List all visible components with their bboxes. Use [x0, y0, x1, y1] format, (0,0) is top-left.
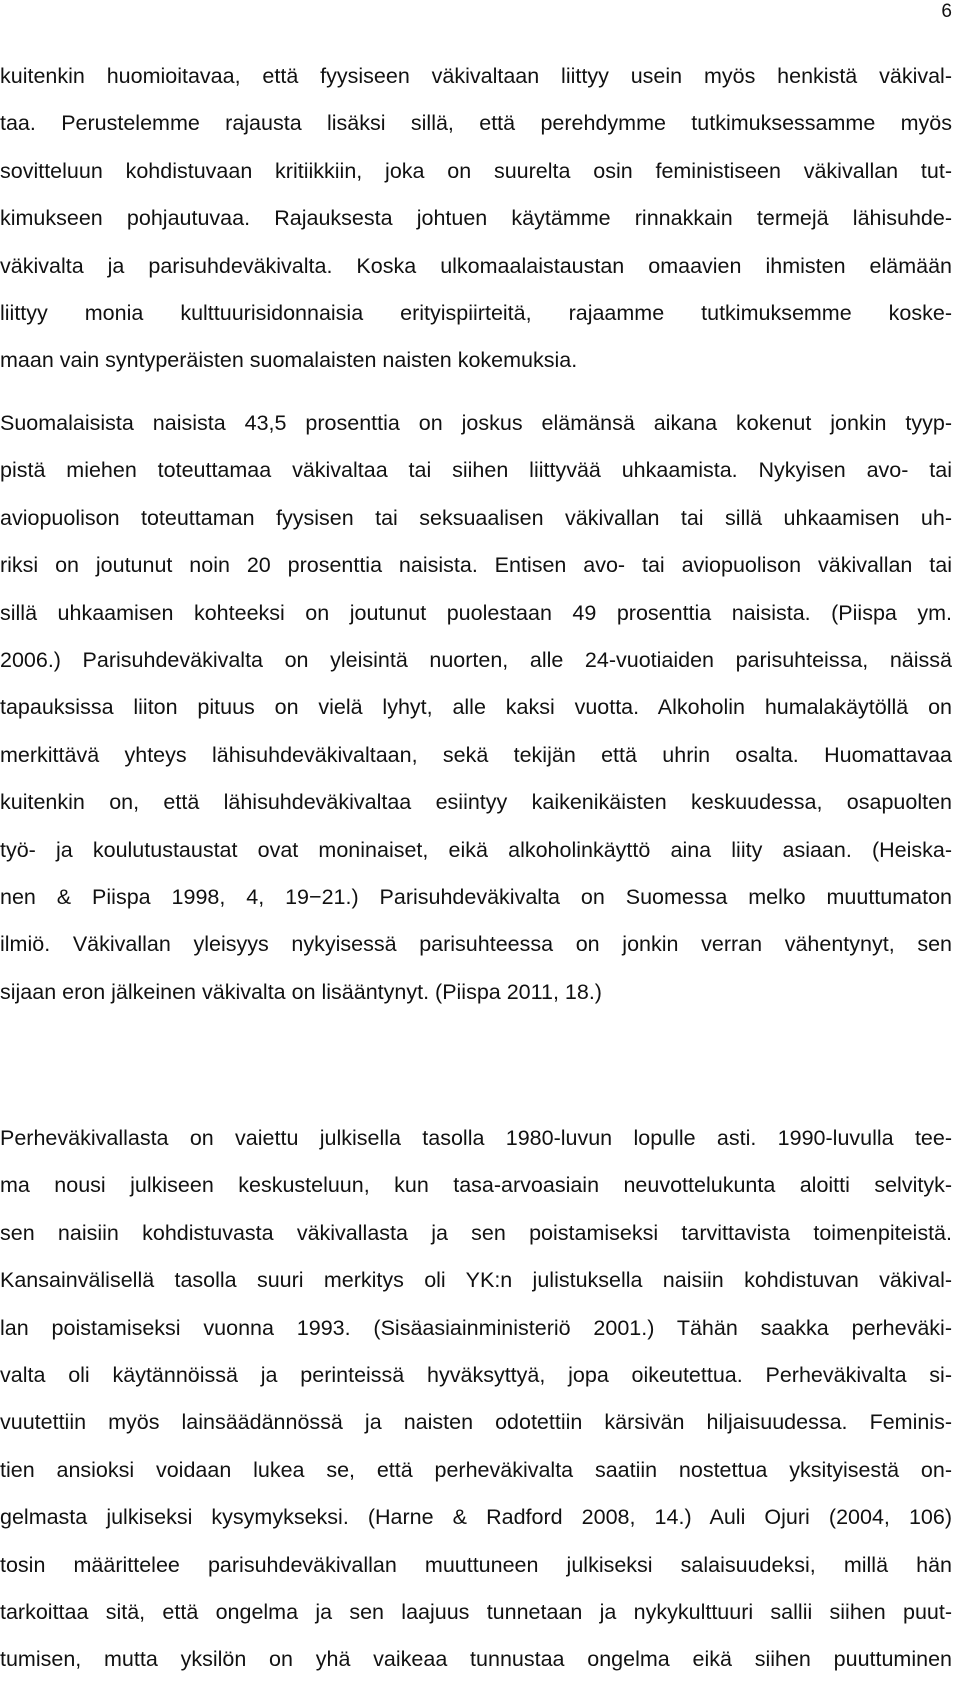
text-line: Perheväkivallasta on vaiettu julkisella tasolla 1980-luvun lopulle asti. 1990-luvulla tee- — [0, 1126, 952, 1150]
text-line: vuutettiin myös lainsäädännössä ja naisten odotettiin kärsivän hiljaisuudessa. Feminis- — [0, 1410, 952, 1435]
text-line: sen naisiin kohdistuvasta väkivallasta ja sen poistamiseksi tarvittavista toimenpiteistä. — [0, 1220, 952, 1245]
text-line: tien ansioksi voidaan lukea se, että perheväkivalta saatiin nostettua yksityisestä on- — [0, 1457, 952, 1482]
text-line: 2006.) Parisuhdeväkivalta on yleisintä nuorten, alle 24-vuotiaiden parisuhteissa, näissä — [0, 647, 952, 672]
text-line: liittyy monia kulttuurisidonnaisia erityispiirteitä, rajaamme tutkimuksemme koske- — [0, 300, 952, 325]
text-line: työ- ja koulutustaustat ovat moninaiset, eikä alkoholinkäyttö aina liity asiaan. (Heiska- — [0, 837, 952, 862]
text-line: nen & Piispa 1998, 4, 19−21.) Parisuhdeväkivalta on Suomessa melko muuttumaton — [0, 884, 952, 909]
text-line: sovitteluun kohdistuvaan kritiikkiin, joka on suurelta osin feministiseen väkivallan tut- — [0, 158, 952, 183]
text-line: Kansainvälisellä tasolla suuri merkitys oli YK:n julistuksella naisiin kohdistuvan väkival- — [0, 1268, 952, 1293]
text-line: ilmiö. Väkivallan yleisyys nykyisessä parisuhteessa on jonkin verran vähentynyt, sen — [0, 932, 952, 957]
text-line: pistä miehen toteuttamaa väkivaltaa tai siihen liittyvää uhkaamista. Nykyisen avo- tai — [0, 458, 952, 483]
text-line: sijaan eron jälkeinen väkivalta on lisääntynyt. (Piispa 2011, 18.) — [0, 979, 602, 1004]
text-line: Suomalaisista naisista 43,5 prosenttia on joskus elämänsä aikana kokenut jonkin tyyp- — [0, 411, 952, 435]
text-line: tarkoittaa sitä, että ongelma ja sen laajuus tunnetaan ja nykykulttuuri sallii siihen puut- — [0, 1599, 952, 1624]
text-line: tosin määrittelee parisuhdeväkivallan muuttuneen julkiseksi salaisuudeksi, millä hän — [0, 1552, 952, 1577]
text-line: gelmasta julkiseksi kysymykseksi. (Harne & Radford 2008, 14.) Auli Ojuri (2004, 106) — [0, 1505, 952, 1530]
paragraph — [0, 53, 952, 385]
text-line: aviopuolison toteuttaman fyysisen tai seksuaalisen väkivallan tai sillä uhkaamisen uh- — [0, 505, 952, 530]
text-line: tapauksissa liiton pituus on vielä lyhyt, alle kaksi vuotta. Alkoholin humalakäytöllä on — [0, 695, 952, 720]
text-line: lan poistamiseksi vuonna 1993. (Sisäasiainministeriö 2001.) Tähän saakka perheväki- — [0, 1315, 952, 1340]
text-line: kuitenkin on, että lähisuhdeväkivaltaa esiintyy kaikenikäisten keskuudessa, osapuolten — [0, 790, 952, 815]
text-line: väkivalta ja parisuhdeväkivalta. Koska ulkomaalaistaustan omaavien ihmisten elämään — [0, 253, 952, 278]
text-line: kuitenkin huomioitavaa, että fyysiseen väkivaltaan liittyy usein myös henkistä väkival- — [0, 64, 952, 88]
paragraph — [0, 1115, 952, 1684]
page-number: 6 — [941, 1, 952, 22]
text-line: maan vain syntyperäisten suomalaisten naisten kokemuksia. — [0, 348, 578, 373]
text-line: riksi on joutunut noin 20 prosenttia naisista. Entisen avo- tai aviopuolison väkivallan tai — [0, 553, 952, 578]
paragraph — [0, 400, 952, 1016]
text-line: tumisen, mutta yksilön on yhä vaikeaa tunnustaa ongelma eikä siihen puuttuminen — [0, 1647, 952, 1672]
text-line: sillä uhkaamisen kohteeksi on joutunut puolestaan 49 prosenttia naisista. (Piispa ym. — [0, 600, 952, 625]
text-line: ma nousi julkiseen keskusteluun, kun tasa-arvoasiain neuvottelukunta aloitti selvityk- — [0, 1173, 952, 1198]
text-line: kimukseen pohjautuvaa. Rajauksesta johtuen käytämme rinnakkain termejä lähisuhde- — [0, 206, 952, 231]
text-line: valta oli käytännöissä ja perinteissä hyväksyttyä, jopa oikeutettua. Perheväkivalta si- — [0, 1362, 952, 1387]
text-line: merkittävä yhteys lähisuhdeväkivaltaan, sekä tekijän että uhrin osalta. Huomattavaa — [0, 742, 952, 767]
text-line: taa. Perustelemme rajausta lisäksi sillä, että perehdymme tutkimuksessamme myös — [0, 111, 952, 136]
